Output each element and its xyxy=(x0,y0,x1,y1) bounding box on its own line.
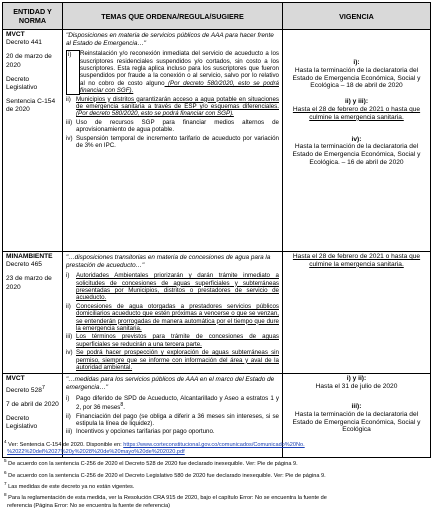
entity-org: MVCT xyxy=(6,375,25,383)
footnote-ref: 7 xyxy=(41,384,45,391)
validity-text: Hasta el 31 de julio de 2020 xyxy=(315,383,398,391)
footnote: $^4$ Ver: Sentencia C-154 de 2020. Disponible en: https://www.corteconstitucional.gov.co/comunicados/Comunicado%20No. xyxy=(4,439,305,448)
entity-org: MINAMBIENTE xyxy=(6,253,53,260)
topics-intro: "Disposiciones en materia de servicios públicos de AAA para hacer frente al Estado de Emergencia…" xyxy=(66,32,274,47)
topics-cell xyxy=(63,30,283,252)
footnotes xyxy=(4,438,430,510)
entity-decree: Decreto 465 xyxy=(6,261,42,269)
validity-label: iv): xyxy=(351,135,362,143)
entity-decree: Decreto 528 xyxy=(6,386,42,394)
entity-type: Decreto Legislativo xyxy=(6,75,38,92)
header-validity: VIGENCIA xyxy=(283,3,431,30)
table-row xyxy=(3,252,431,374)
validity-text: Hasta el 28 de febrero de 2021 o hasta que culmine la emergencia sanitaria. xyxy=(292,105,421,121)
footnote: $^8$ Para la reglamentación de esta medida, ver la Resolución CRA 915 de 2020, bajo el capítulo Error: No se encuentra la fuente de xyxy=(4,492,327,502)
footnote xyxy=(4,449,430,457)
validity-label: i) y ii): xyxy=(346,375,367,383)
footnote: referencia (Página Error: No se encuentra la fuente de referencia) xyxy=(7,502,171,509)
entity-cell xyxy=(3,30,63,252)
entity-org: MVCT xyxy=(6,31,25,38)
list-item: ii) Financiación del pago (se obliga a diferir a 36 meses sin intereses, si se estipula la línea de liquidez). xyxy=(66,412,279,427)
table-row xyxy=(3,30,431,252)
header-entity: ENTIDAD Y NORMA xyxy=(3,3,63,30)
footnote-link[interactable]: https://www.corteconstitucional.gov.co/comunicados/Comunicado%20No. xyxy=(123,441,305,448)
footnote-link[interactable]: %2022%20del%2027%20y%2028%20de%20mayo%20de%202020.pdf xyxy=(7,449,185,456)
entity-type: Decreto Legislativo xyxy=(6,415,38,431)
validity-text: Hasta la terminación de la declaratoria del Estado de Emergencia Económica, Social y Ecológica xyxy=(292,410,421,434)
validity-text: Hasta el 28 de febrero de 2021 o hasta que culmine la emergencia sanitaria. xyxy=(292,253,421,268)
footnote: $^6$ De acuerdo con la sentencia C-256 de 2020 el Decreto Legislativo 580 de 2020 fue declarado inexequible. Ver: Pie de página 9. xyxy=(4,469,326,479)
topics-intro: "…disposiciones transitorias en materia de concesiones de agua para la prestación de acueducto…" xyxy=(66,254,271,269)
validity-label: ii) y iii): xyxy=(344,98,369,106)
footnote: $^7$ Las medidas de este decreto ya no están vigentes. xyxy=(4,480,135,490)
entity-sentence: Sentencia C-154 de 2020 xyxy=(6,98,56,114)
list-item: ii) Municipios y distritos garantizarán acceso a agua potable en situaciones de emergencia sanitaria a través de ESP y/o esquemas diferenciales. (Por decreto 580/2020, esto se podrá financiar con SGP). xyxy=(66,95,279,118)
validity-cell xyxy=(283,252,431,374)
footnote: $^5$ De acuerdo con la sentencia C-256 de 2020 el Decreto 528 de 2020 fue declarado inexequible. Ver: Pie de página 9. xyxy=(4,458,298,467)
list-item: i) Pago diferido de SPD de Acueducto, Alcantarillado y Aseo a estratos 1 y 2, por 36 meses$^8$. xyxy=(66,394,279,412)
list-item: i) Reinstalación y/o reconexión inmediata del servicio de acueducto a los suscriptores residenciales suspendidos y/o cortados, sin costo a los suscriptores. Esta regla aplica incluso para los suscriptores que fueron suspendidos por fraude a la conexión o al servicio, salvo por lo relativo al no cobro de costo alguno (Por decreto 580/2020, esto se podrá financiar con SGF). xyxy=(68,50,279,95)
header-topics: TEMAS QUE ORDENA/REGULA/SUGIERE xyxy=(63,3,283,30)
validity-label: iii): xyxy=(351,403,362,411)
entity-cell xyxy=(3,252,63,374)
entity-date: 23 de marzo de 2020 xyxy=(6,275,52,291)
list-item: iv) Se podrá hacer prospección y exploración de aguas subterráneas sin permiso, siempre que se informe con información del área y aval de la autoridad ambiental. xyxy=(66,349,279,372)
topics-cell xyxy=(63,252,283,374)
entity-date: 7 de abril de 2020 xyxy=(6,401,59,409)
list-item: ii) Concesiones de agua otorgadas a prestadores servicios públicos domiciliarios acueducto que estén próximas a vencerse o que se venzan, se entenderán prorrogadas de manera automática por el tiempo que dure la emergencia sanitaria. xyxy=(66,302,279,333)
list-item: i) Autoridades Ambientales priorizarán y darán trámite inmediato a solicitudes de concesiones de aguas superficiales y subterráneas presentadas por Municipios, distritos o prestadores de servicio de acueducto. xyxy=(66,272,279,302)
list-item: iii) Uso de recursos SGP para financiar medios alternos de aprovisionamiento de agua potable. xyxy=(66,118,279,134)
validity-label: i): xyxy=(353,59,360,66)
list-item: iii) Los términos previstos para trámite de concesiones de aguas superficiales se reducirán a una tercera parte. xyxy=(66,333,279,348)
list-item: iv) Suspensión temporal de incremento tarifario de acueducto por variación de 3% en IPC. xyxy=(66,134,279,150)
validity-cell xyxy=(283,30,431,252)
entity-decree: Decreto 441 xyxy=(6,39,42,47)
topics-intro: "…medidas para los servicios públicos de AAA en el marco del Estado de emergencia…" xyxy=(66,376,275,392)
entity-date: 20 de marzo de 2020 xyxy=(6,53,52,69)
measures-table xyxy=(2,2,431,458)
validity-text: Hasta la terminación de la declaratoria del Estado de Emergencia Económica, Social y Ecológica. – 16 de abril de 2020 xyxy=(292,143,421,166)
table-header-row xyxy=(3,3,431,30)
validity-text: Hasta la terminación de la declaratoria del Estado de Emergencia Económica, Social y Ecológica – 18 de abril de 2020 xyxy=(292,66,421,90)
list-item: iii) Incentivos y opciones tarifarias por pago oportuno. xyxy=(66,428,215,436)
